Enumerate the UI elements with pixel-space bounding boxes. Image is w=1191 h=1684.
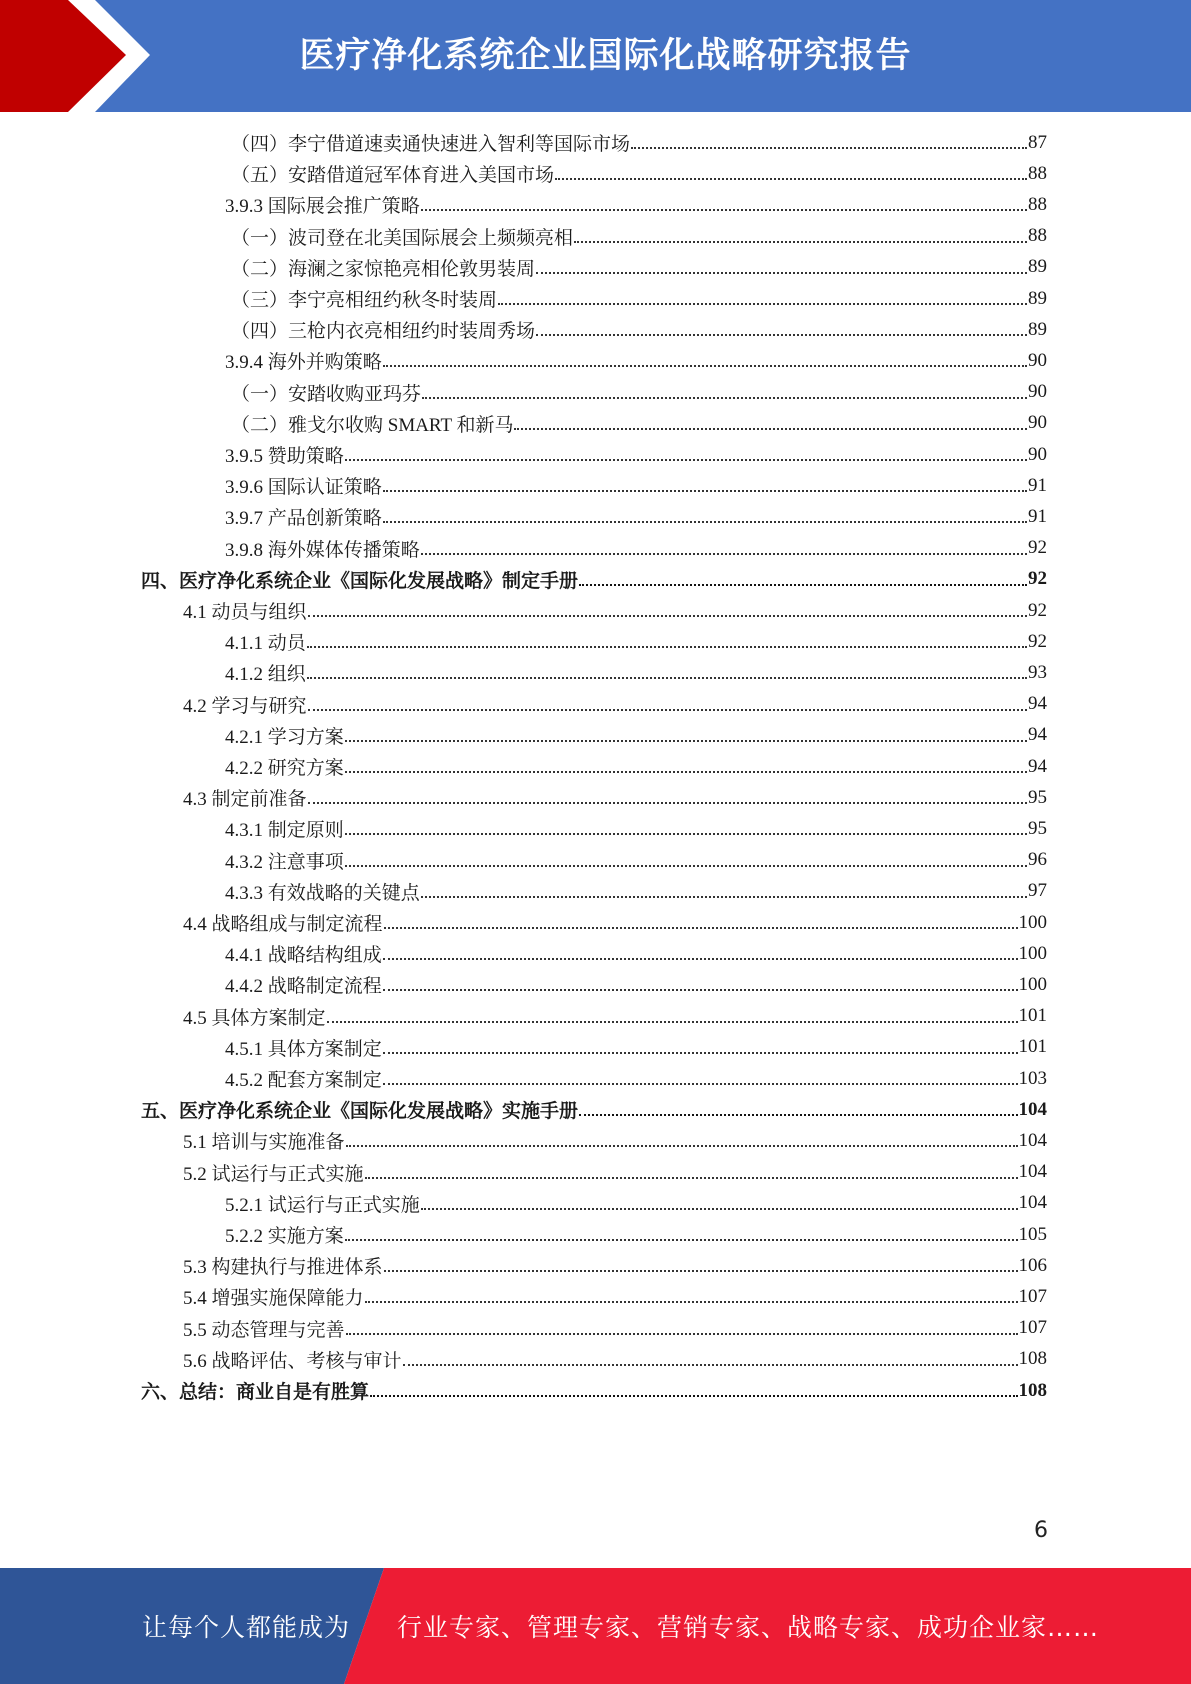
toc-entry-title: （一）波司登在北美国际展会上频频亮相 bbox=[231, 227, 574, 249]
toc-dot-leader bbox=[579, 1095, 1017, 1116]
toc-entry-title: 六、总结：商业自是有胜算 bbox=[141, 1382, 370, 1403]
toc-entry-page: 88 bbox=[1028, 162, 1047, 184]
toc-entry-page: 90 bbox=[1028, 443, 1047, 465]
toc-dot-leader bbox=[631, 128, 1027, 149]
toc-dot-leader bbox=[579, 565, 1027, 586]
toc-entry-page: 90 bbox=[1028, 381, 1047, 403]
toc-entry-title: 4.2 学习与研究 bbox=[183, 695, 307, 717]
toc-entry-page: 108 bbox=[1018, 1348, 1047, 1370]
toc-dot-leader bbox=[383, 471, 1027, 492]
toc-entry-page: 95 bbox=[1028, 786, 1047, 808]
toc-entry-title: 3.9.8 海外媒体传播策略 bbox=[225, 539, 420, 561]
toc-entry-title: 4.5 具体方案制定 bbox=[183, 1007, 326, 1029]
toc-entry[interactable] bbox=[225, 938, 1047, 969]
toc-entry[interactable] bbox=[231, 314, 1047, 345]
toc-entry[interactable] bbox=[225, 1219, 1047, 1250]
toc-entry-page: 88 bbox=[1028, 225, 1047, 247]
toc-entry-title: 3.9.7 产品创新策略 bbox=[225, 508, 382, 530]
toc-entry-title: 5.2 试运行与正式实施 bbox=[183, 1163, 364, 1185]
toc-entry-page: 101 bbox=[1018, 1005, 1047, 1027]
toc-entry-title: 3.9.6 国际认证策略 bbox=[225, 477, 382, 499]
toc-entry[interactable] bbox=[231, 158, 1047, 189]
toc-entry[interactable] bbox=[225, 969, 1047, 1000]
toc-entry[interactable] bbox=[225, 720, 1047, 751]
toc-entry-page: 94 bbox=[1028, 724, 1047, 746]
toc-entry-title: 5.4 增强实施保障能力 bbox=[183, 1288, 364, 1310]
toc-dot-leader bbox=[384, 908, 1018, 929]
toc-entry-title: 4.2.1 学习方案 bbox=[225, 726, 344, 748]
toc-dot-leader bbox=[574, 222, 1027, 243]
toc-entry[interactable] bbox=[225, 845, 1047, 876]
toc-dot-leader bbox=[383, 939, 1018, 960]
toc-entry-page: 97 bbox=[1028, 880, 1047, 902]
toc-entry[interactable] bbox=[183, 1344, 1047, 1375]
toc-entry[interactable] bbox=[225, 1032, 1047, 1063]
toc-entry[interactable] bbox=[183, 907, 1047, 938]
toc-entry-title: 3.9.5 赞助策略 bbox=[225, 446, 344, 467]
toc-dot-leader bbox=[346, 1314, 1018, 1335]
toc-entry-title: 4.1.2 组织 bbox=[225, 664, 306, 686]
toc-entry-page: 88 bbox=[1028, 193, 1047, 215]
toc-entry-title: 4.3.1 制定原则 bbox=[225, 820, 344, 842]
toc-entry-page: 104 bbox=[1018, 1098, 1047, 1120]
header-banner bbox=[0, 0, 1191, 112]
toc-dot-leader bbox=[365, 1158, 1018, 1179]
toc-entry-page: 94 bbox=[1028, 755, 1047, 777]
toc-entry[interactable] bbox=[225, 1188, 1047, 1219]
toc-dot-leader bbox=[383, 502, 1027, 523]
toc-dot-leader bbox=[536, 315, 1027, 336]
toc-entry-title: 4.3.2 注意事项 bbox=[225, 851, 344, 873]
toc-dot-leader bbox=[345, 752, 1027, 773]
toc-entry[interactable] bbox=[225, 813, 1047, 844]
toc-entry-page: 95 bbox=[1028, 817, 1047, 839]
toc-dot-leader bbox=[308, 783, 1027, 804]
toc-entry-page: 96 bbox=[1028, 849, 1047, 871]
toc-entry-page: 105 bbox=[1018, 1223, 1047, 1245]
toc-dot-leader bbox=[365, 1282, 1018, 1303]
toc-entry[interactable] bbox=[225, 876, 1047, 907]
toc-entry-title: 4.1 动员与组织 bbox=[183, 602, 307, 623]
toc-entry-page: 106 bbox=[1018, 1254, 1047, 1276]
toc-entry-title: 3.9.4 海外并购策略 bbox=[225, 352, 382, 374]
toc-entry-page: 100 bbox=[1018, 973, 1047, 995]
toc-entry[interactable] bbox=[183, 1125, 1047, 1156]
toc-entry[interactable] bbox=[231, 221, 1047, 252]
toc-entry-title: （一）安踏收购亚玛芬 bbox=[231, 383, 422, 405]
toc-entry-page: 87 bbox=[1028, 131, 1047, 153]
toc-entry-page: 89 bbox=[1028, 287, 1047, 309]
document-title: 医疗净化系统企业国际化战略研究报告 bbox=[299, 36, 912, 76]
toc-entry[interactable] bbox=[225, 189, 1047, 220]
toc-dot-leader bbox=[421, 877, 1027, 898]
toc-dot-leader bbox=[308, 690, 1027, 711]
toc-entry-title: 4.5.1 具体方案制定 bbox=[225, 1038, 382, 1060]
toc-entry-page: 93 bbox=[1028, 661, 1047, 683]
toc-dot-leader bbox=[383, 970, 1018, 991]
toc-entry[interactable] bbox=[225, 439, 1047, 470]
toc-entry-page: 104 bbox=[1018, 1161, 1047, 1183]
toc-dot-leader bbox=[421, 1189, 1018, 1210]
toc-entry[interactable] bbox=[183, 1157, 1047, 1188]
toc-entry-page: 104 bbox=[1018, 1192, 1047, 1214]
toc-entry-title: 4.4 战略组成与制定流程 bbox=[183, 914, 383, 935]
toc-entry-page: 92 bbox=[1028, 537, 1047, 559]
toc-entry[interactable] bbox=[183, 595, 1047, 626]
toc-entry-page: 104 bbox=[1018, 1129, 1047, 1151]
toc-entry-title: 5.5 动态管理与完善 bbox=[183, 1319, 345, 1341]
toc-entry-title: 4.5.2 配套方案制定 bbox=[225, 1070, 382, 1091]
footer-slogan-left: 让每个人都能成为 bbox=[142, 1613, 351, 1642]
toc-dot-leader bbox=[345, 814, 1027, 835]
toc-entry-page: 100 bbox=[1018, 942, 1047, 964]
toc-entry[interactable] bbox=[141, 1375, 1047, 1406]
toc-dot-leader bbox=[383, 1064, 1018, 1085]
toc-entry-page: 91 bbox=[1028, 474, 1047, 496]
toc-entry[interactable] bbox=[231, 252, 1047, 283]
toc-entry-page: 92 bbox=[1028, 599, 1047, 621]
toc-dot-leader bbox=[403, 1345, 1018, 1366]
toc-entry-page: 92 bbox=[1028, 568, 1047, 590]
toc-entry-title: 4.3.3 有效战略的关键点 bbox=[225, 882, 420, 904]
toc-entry-title: 五、医疗净化系统企业《国际化发展战略》实施手册 bbox=[141, 1101, 579, 1123]
toc-entry[interactable] bbox=[183, 1250, 1047, 1281]
toc-entry-title: （四）三枪内衣亮相纽约时装周秀场 bbox=[231, 321, 536, 343]
toc-dot-leader bbox=[345, 846, 1027, 867]
toc-entry[interactable] bbox=[183, 1281, 1047, 1312]
toc-entry-title: （五）安踏借道冠军体育进入美国市场 bbox=[231, 165, 555, 187]
toc-dot-leader bbox=[345, 440, 1027, 461]
toc-entry-title: 四、医疗净化系统企业《国际化发展战略》制定手册 bbox=[141, 570, 579, 592]
toc-entry-title: 4.2.2 研究方案 bbox=[225, 758, 344, 779]
toc-entry[interactable] bbox=[183, 689, 1047, 720]
toc-entry-page: 107 bbox=[1018, 1285, 1047, 1307]
toc-dot-leader bbox=[384, 1251, 1018, 1272]
toc-entry[interactable] bbox=[231, 127, 1047, 158]
toc-entry-title: 5.2.1 试运行与正式实施 bbox=[225, 1194, 420, 1216]
toc-entry-title: 4.4.1 战略结构组成 bbox=[225, 945, 382, 967]
toc-entry[interactable] bbox=[183, 1313, 1047, 1344]
toc-entry-title: 5.3 构建执行与推进体系 bbox=[183, 1257, 383, 1279]
toc-entry[interactable] bbox=[183, 782, 1047, 813]
toc-entry-page: 100 bbox=[1018, 911, 1047, 933]
toc-entry-title: （二）雅戈尔收购 SMART 和新马 bbox=[231, 414, 514, 436]
toc-dot-leader bbox=[555, 159, 1027, 180]
toc-entry-page: 89 bbox=[1028, 256, 1047, 278]
toc-entry[interactable] bbox=[141, 564, 1047, 595]
toc-entry-page: 91 bbox=[1028, 505, 1047, 527]
toc-entry-title: （三）李宁亮相纽约秋冬时装周 bbox=[231, 290, 498, 311]
toc-dot-leader bbox=[308, 596, 1027, 617]
toc-dot-leader bbox=[536, 253, 1027, 274]
toc-entry[interactable] bbox=[225, 501, 1047, 532]
toc-entry-page: 107 bbox=[1018, 1317, 1047, 1339]
toc-dot-leader bbox=[345, 721, 1027, 742]
toc-entry-page: 103 bbox=[1018, 1067, 1047, 1089]
toc-entry[interactable] bbox=[225, 533, 1047, 564]
toc-entry-page: 90 bbox=[1028, 412, 1047, 434]
toc-dot-leader bbox=[421, 534, 1027, 555]
toc-entry[interactable] bbox=[225, 626, 1047, 657]
toc-entry-title: 5.1 培训与实施准备 bbox=[183, 1132, 345, 1154]
toc-entry-page: 90 bbox=[1028, 349, 1047, 371]
toc-entry[interactable] bbox=[225, 1063, 1047, 1094]
toc-entry[interactable] bbox=[231, 408, 1047, 439]
toc-entry[interactable] bbox=[183, 1001, 1047, 1032]
toc-dot-leader bbox=[327, 1002, 1018, 1023]
toc-entry-page: 101 bbox=[1018, 1036, 1047, 1058]
toc-entry-page: 92 bbox=[1028, 630, 1047, 652]
toc-dot-leader bbox=[498, 284, 1027, 305]
toc-dot-leader bbox=[345, 1220, 1018, 1241]
toc-dot-leader bbox=[422, 378, 1027, 399]
toc-entry-page: 94 bbox=[1028, 693, 1047, 715]
toc-entry-title: 4.1.1 动员 bbox=[225, 633, 306, 655]
toc-entry-title: （二）海澜之家惊艳亮相伦敦男装周 bbox=[231, 258, 536, 280]
footer-slogan-right: 行业专家、管理专家、营销专家、战略专家、成功企业家…… bbox=[397, 1613, 1100, 1642]
toc-entry-page: 108 bbox=[1018, 1379, 1047, 1401]
toc-dot-leader bbox=[514, 409, 1027, 430]
toc-entry-title: （四）李宁借道速卖通快速进入智利等国际市场 bbox=[231, 134, 631, 155]
toc-entry[interactable] bbox=[225, 470, 1047, 501]
toc-entry-title: 4.3 制定前准备 bbox=[183, 789, 307, 811]
toc-dot-leader bbox=[383, 346, 1027, 367]
toc-entry[interactable] bbox=[225, 657, 1047, 688]
toc-entry-title: 4.4.2 战略制定流程 bbox=[225, 976, 382, 998]
toc-entry[interactable] bbox=[231, 283, 1047, 314]
toc-entry[interactable] bbox=[225, 345, 1047, 376]
footer-banner bbox=[0, 1568, 1191, 1684]
toc-dot-leader bbox=[307, 658, 1027, 679]
toc-dot-leader bbox=[370, 1376, 1017, 1397]
toc-dot-leader bbox=[307, 627, 1027, 648]
toc-entry-title: 5.2.2 实施方案 bbox=[225, 1226, 344, 1247]
toc-dot-leader bbox=[383, 1033, 1018, 1054]
toc-dot-leader bbox=[346, 1126, 1018, 1147]
toc-dot-leader bbox=[421, 190, 1027, 211]
toc-entry-title: 3.9.3 国际展会推广策略 bbox=[225, 196, 420, 218]
toc-entry[interactable] bbox=[141, 1094, 1047, 1125]
page-number: 6 bbox=[1034, 1518, 1048, 1543]
toc-entry-title: 5.6 战略评估、考核与审计 bbox=[183, 1350, 402, 1372]
toc-entry-page: 89 bbox=[1028, 318, 1047, 340]
toc-entry[interactable] bbox=[231, 377, 1047, 408]
toc-entry[interactable] bbox=[225, 751, 1047, 782]
